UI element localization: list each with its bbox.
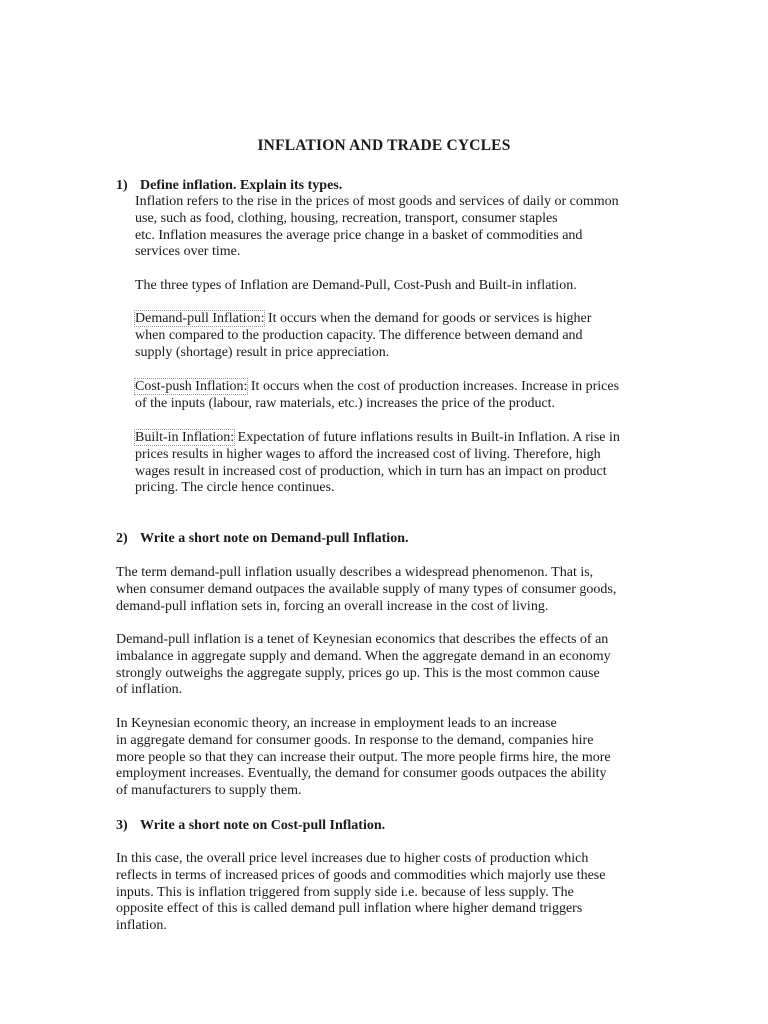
question-number: 2): [116, 531, 128, 546]
paragraph-line: wages result in increased cost of production, which in turn has an impact on product: [135, 463, 607, 479]
question-1-heading: [116, 178, 342, 194]
paragraph-line: In Keynesian economic theory, an increase in employment leads to an increase: [116, 716, 557, 731]
paragraph-line: of manufacturers to supply them.: [116, 783, 302, 799]
paragraph-line: The term demand-pull inflation usually describes a widespread phenomenon. That is,: [116, 565, 594, 580]
paragraph-line: when consumer demand outpaces the available supply of many types of consumer goods,: [116, 581, 617, 597]
paragraph-line: In this case, the overall price level increases due to higher costs of production which: [116, 851, 589, 866]
paragraph-line: prices results in higher wages to afford the increased cost of living. Therefore, high: [135, 446, 601, 462]
paragraph-line: inputs. This is inflation triggered from supply side i.e. because of less supply. The: [116, 884, 574, 900]
paragraph-line: when compared to the production capacity. The difference between demand and: [135, 327, 583, 343]
question-number: 3): [116, 818, 128, 833]
question-2-heading: [116, 531, 408, 547]
demand-pull-paragraph: [135, 311, 680, 361]
paragraph-line: services over time.: [135, 244, 241, 260]
paragraph-line: more people so that they can increase their output. The more people firms hire, the more: [116, 749, 611, 765]
inflation-types-paragraph: [135, 278, 680, 295]
demand-pull-note-paragraph-3: [116, 716, 676, 800]
paragraph-line: strongly outweighs the aggregate supply, prices go up. This is the most common cause: [116, 665, 600, 681]
paragraph-line: use, such as food, clothing, housing, recreation, transport, consumer staples: [135, 210, 558, 226]
cost-push-term: Cost-push Inflation:: [135, 379, 248, 394]
paragraph-line: supply (shortage) result in price appreciation.: [135, 344, 390, 360]
paragraph-line: Inflation refers to the rise in the prices of most goods and services of daily or common: [135, 194, 619, 209]
cost-push-paragraph: [135, 379, 680, 413]
paragraph-line: etc. Inflation measures the average price change in a basket of commodities and: [135, 227, 583, 243]
paragraph-line: Demand-pull inflation is a tenet of Keynesian economics that describes the effects of an: [116, 632, 609, 647]
built-in-paragraph: [135, 430, 680, 497]
paragraph-line: pricing. The circle hence continues.: [135, 480, 335, 496]
cost-push-text: It occurs when the cost of production increases. Increase in prices: [247, 379, 620, 394]
paragraph-line: of the inputs (labour, raw materials, etc.) increases the price of the product.: [135, 395, 556, 411]
paragraph-line: The three types of Inflation are Demand-Pull, Cost-Push and Built-in inflation.: [135, 278, 577, 293]
paragraph-line: reflects in terms of increased prices of goods and commodities which majorly use these: [116, 867, 606, 883]
inflation-definition-paragraph: [135, 194, 680, 261]
paragraph-line: inflation.: [116, 918, 167, 934]
question-text: Write a short note on Cost-pull Inflation.: [140, 818, 386, 833]
built-in-term: Built-in Inflation:: [135, 430, 235, 445]
paragraph-line: of inflation.: [116, 682, 183, 698]
paragraph-line: in aggregate demand for consumer goods. In response to the demand, companies hire: [116, 732, 594, 748]
paragraph-line: imbalance in aggregate supply and demand. When the aggregate demand in an economy: [116, 648, 611, 664]
cost-pull-note-paragraph: [116, 851, 676, 935]
paragraph-line: employment increases. Eventually, the demand for consumer goods outpaces the ability: [116, 766, 607, 782]
paragraph-line: [135, 379, 680, 396]
question-text: Write a short note on Demand-pull Inflation.: [140, 531, 409, 546]
demand-pull-term: Demand-pull Inflation:: [135, 311, 265, 326]
paragraph-line: demand-pull inflation sets in, forcing an overall increase in the cost of living.: [116, 598, 549, 614]
document-title: INFLATION AND TRADE CYCLES: [257, 137, 511, 154]
paragraph-line: [135, 430, 680, 447]
paragraph-line: opposite effect of this is called demand pull inflation where higher demand triggers: [116, 901, 583, 917]
demand-pull-note-paragraph-1: [116, 565, 676, 615]
question-3-heading: [116, 818, 385, 834]
demand-pull-text: It occurs when the demand for goods or services is higher: [264, 311, 592, 326]
question-text: Define inflation. Explain its types.: [140, 178, 343, 193]
demand-pull-note-paragraph-2: [116, 632, 676, 699]
question-number: 1): [116, 178, 128, 193]
paragraph-line: [135, 311, 680, 328]
built-in-text: Expectation of future inflations results in Built-in Inflation. A rise in: [234, 430, 620, 445]
